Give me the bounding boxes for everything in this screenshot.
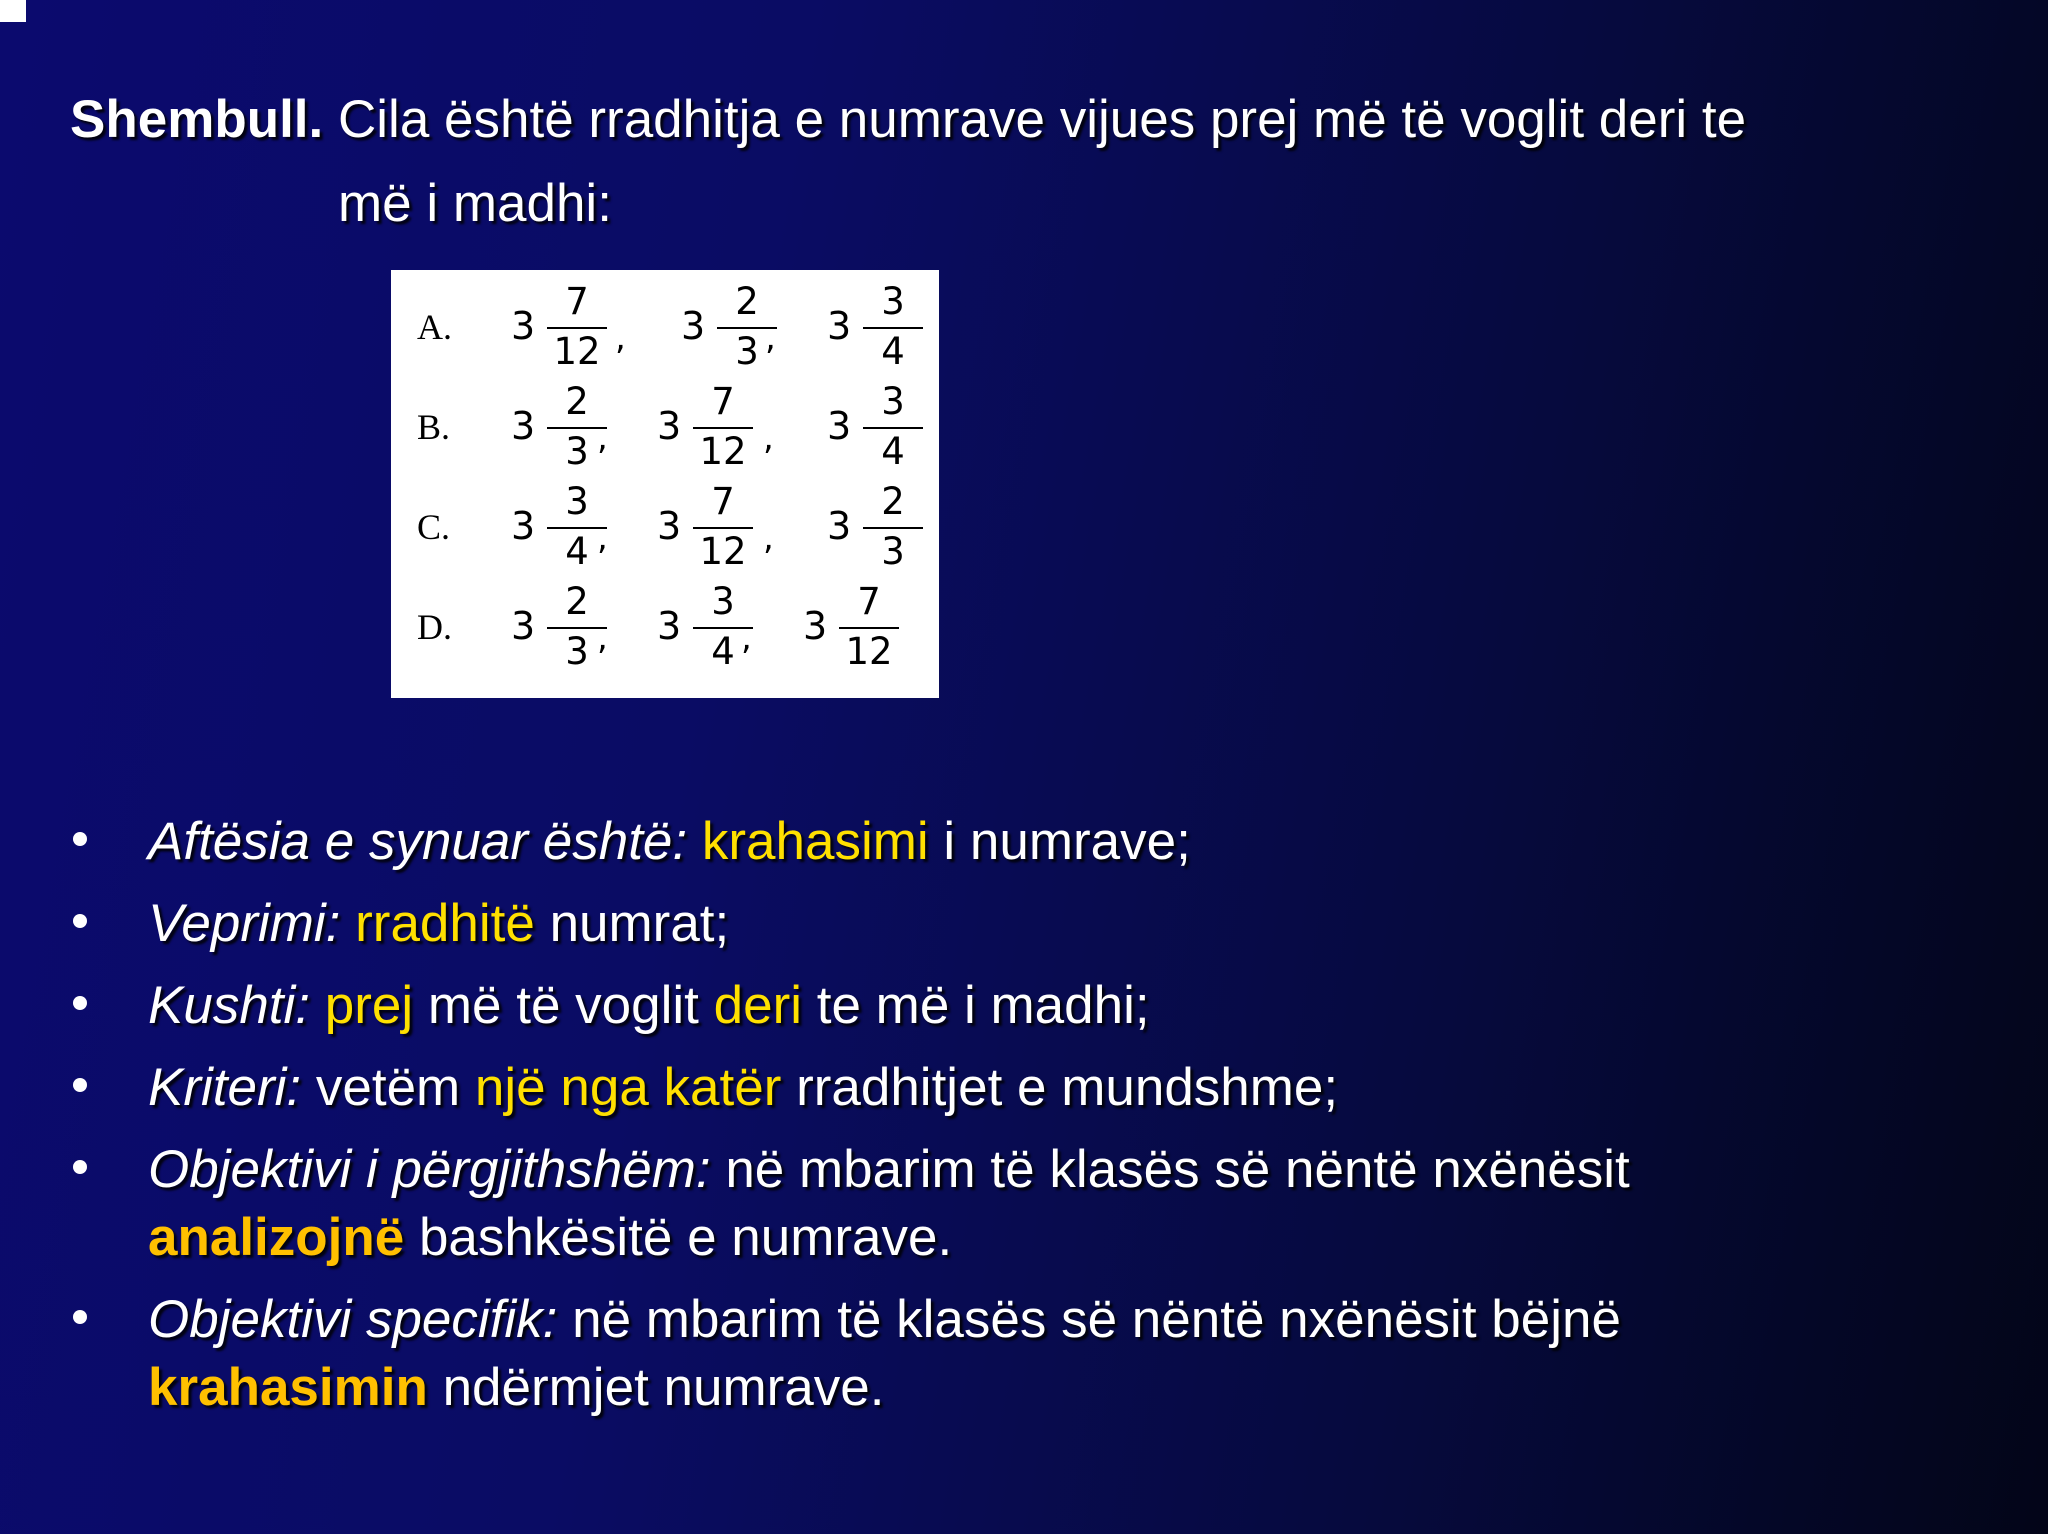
denominator: 3 [881, 530, 905, 573]
fraction [863, 280, 923, 374]
bullet-text [340, 894, 355, 953]
whole-part: 3 [827, 404, 852, 448]
bullet-text: në mbarim të klasës së nëntë nxënësit [710, 1140, 1630, 1199]
whole-part: 3 [827, 504, 852, 548]
fraction [693, 480, 753, 574]
fraction [863, 380, 923, 474]
list-item [70, 890, 1630, 958]
option-letter: D. [417, 607, 452, 647]
denominator: 3 [565, 630, 589, 673]
list-item [70, 1136, 1630, 1272]
whole-part: 3 [511, 604, 536, 648]
highlight-text: rradhitë [355, 894, 535, 953]
bullet-text [310, 976, 325, 1035]
option-d: D. 3 2 3 , 3 3 4 , 3 7 12 [391, 580, 939, 680]
bullet-list [70, 808, 1630, 1436]
fraction [863, 480, 923, 574]
bullet-label: Aftësia e synuar është: [148, 812, 688, 871]
numerator: 7 [857, 580, 881, 623]
fraction-options-figure [391, 270, 939, 698]
numerator: 2 [565, 380, 589, 423]
option-b: B. 3 2 3 , 3 7 12 , 3 3 4 [391, 380, 939, 480]
bullet-dot-icon [73, 914, 87, 928]
bullet-label: Objektivi specifik: [148, 1290, 558, 1349]
option-letter: B. [417, 407, 451, 447]
denominator: 4 [881, 330, 905, 373]
bullet-dot-icon [73, 1078, 87, 1092]
fraction [839, 580, 899, 674]
numerator: 2 [735, 280, 759, 323]
option-a: A. 3 7 12 , 3 2 3 , 3 3 4 [391, 280, 939, 380]
list-item [70, 972, 1630, 1040]
whole-part: 3 [657, 404, 682, 448]
option-letter: A. [417, 307, 452, 347]
denominator: 3 [565, 430, 589, 473]
bullet-label: Kriteri: [148, 1058, 302, 1117]
bullet-dot-icon [73, 832, 87, 846]
title-line2: më i madhi: [338, 174, 612, 233]
whole-part: 3 [511, 504, 536, 548]
whole-part: 3 [657, 604, 682, 648]
numerator: 3 [881, 280, 905, 323]
numerator: 7 [711, 380, 735, 423]
numerator: 3 [565, 480, 589, 523]
bullet-text [687, 812, 702, 871]
numerator: 3 [711, 580, 735, 623]
denominator: 12 [699, 430, 747, 473]
numerator: 2 [565, 580, 589, 623]
whole-part: 3 [681, 304, 706, 348]
denominator: 12 [699, 530, 747, 573]
option-letter: C. [417, 507, 451, 547]
fraction [547, 280, 607, 374]
list-item [70, 1286, 1630, 1422]
bullet-label: Kushti: [148, 976, 311, 1035]
bullet-text: te më i madhi; [802, 976, 1150, 1035]
title-text: Cila është rradhitja e numrave vijues prej më të voglit deri te [323, 90, 1747, 149]
bullet-dot-icon [73, 1310, 87, 1324]
bullet-text: rradhitjet e mundshme; [781, 1058, 1339, 1117]
fraction [693, 380, 753, 474]
numerator: 2 [881, 480, 905, 523]
bullet-text: në mbarim të klasës së nëntë nxënësit bëjnë [557, 1290, 1621, 1349]
title-bold: Shembull. [70, 90, 324, 149]
option-c: C. 3 3 4 , 3 7 12 , 3 2 3 [391, 480, 939, 580]
highlight-text: prej [324, 976, 414, 1035]
numerator: 7 [711, 480, 735, 523]
list-item [70, 808, 1630, 876]
denominator: 3 [735, 330, 759, 373]
numerator: 3 [881, 380, 905, 423]
bullet-text: bashkësitë e numrave. [404, 1208, 953, 1267]
highlight-text: analizojnë [148, 1208, 405, 1267]
bullet-label: Objektivi i përgjithshëm: [148, 1140, 711, 1199]
whole-part: 3 [657, 504, 682, 548]
slide-title [70, 78, 2010, 246]
highlight-text: deri [713, 976, 803, 1035]
bullet-dot-icon [73, 1160, 87, 1174]
highlight-text: krahasimin [148, 1358, 428, 1417]
bullet-dot-icon [73, 996, 87, 1010]
whole-part: 3 [511, 404, 536, 448]
bullet-label: Veprimi: [148, 894, 341, 953]
denominator: 4 [881, 430, 905, 473]
denominator: 4 [565, 530, 589, 573]
corner-marker [0, 0, 26, 22]
denominator: 12 [845, 630, 893, 673]
denominator: 12 [553, 330, 601, 373]
bullet-text: i numrave; [928, 812, 1191, 871]
bullet-text: vetëm [301, 1058, 475, 1117]
highlight-text: krahasimi [701, 812, 929, 871]
whole-part: 3 [827, 304, 852, 348]
whole-part: 3 [803, 604, 828, 648]
denominator: 4 [711, 630, 735, 673]
bullet-text: më të voglit [413, 976, 714, 1035]
list-item [70, 1054, 1630, 1122]
numerator: 7 [565, 280, 589, 323]
whole-part: 3 [511, 304, 536, 348]
highlight-text: një nga katër [474, 1058, 782, 1117]
bullet-text: numrat; [534, 894, 730, 953]
bullet-text: ndërmjet numrave. [427, 1358, 885, 1417]
